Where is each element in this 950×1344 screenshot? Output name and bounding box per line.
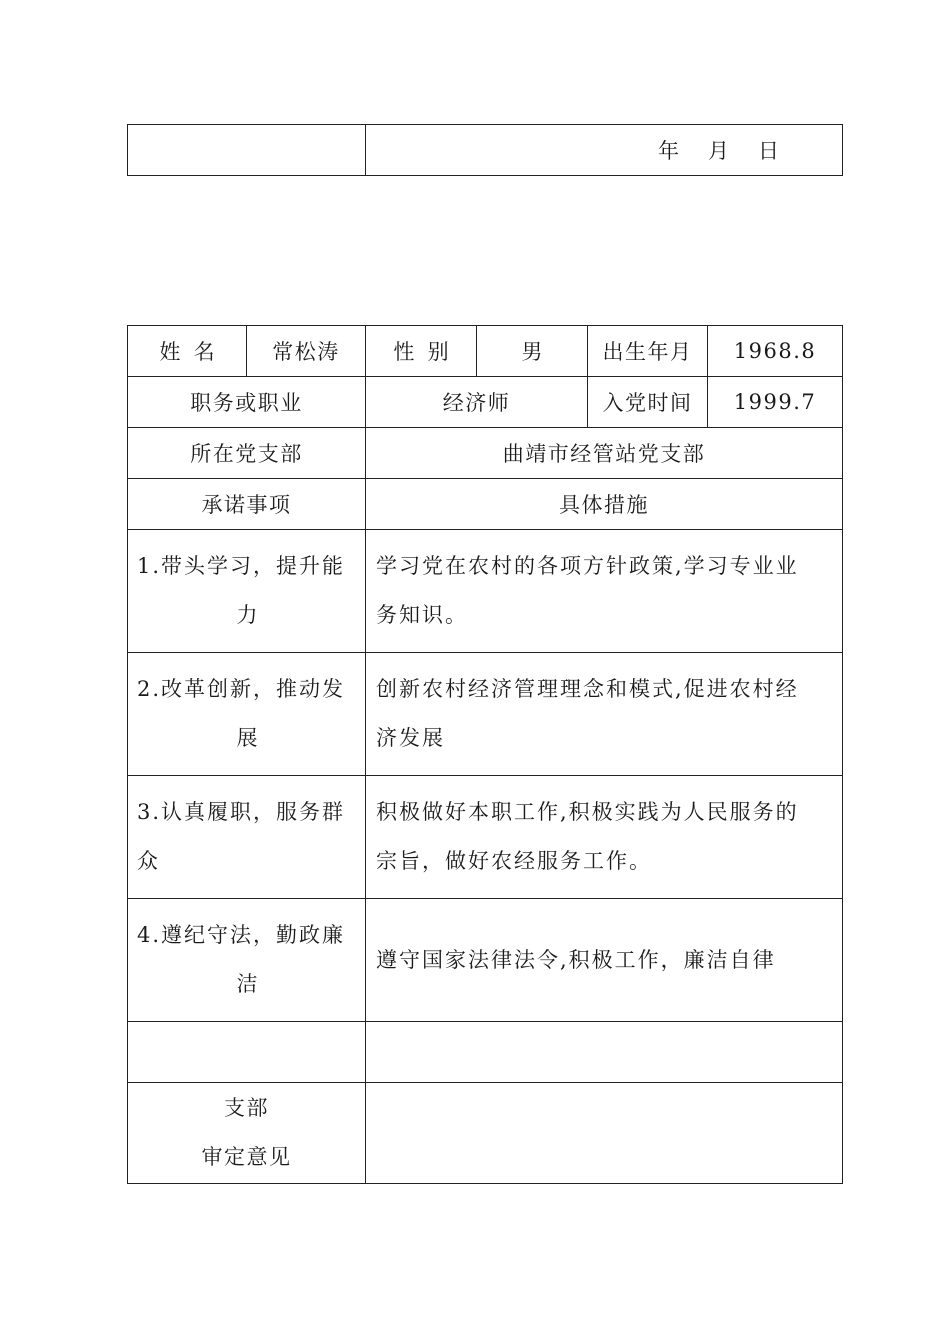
measure-item-3: 积极做好本职工作,积极实践为人民服务的 宗旨，做好农经服务工作。: [366, 776, 843, 899]
measure-item-1: 学习党在农村的各项方针政策,学习专业业 务知识。: [366, 530, 843, 653]
branch-label: 所在党支部: [128, 428, 366, 479]
date-table: [127, 124, 843, 176]
birth-value: 1968.8: [708, 326, 843, 377]
commit-item-1: 1.带头学习，提升能 力: [128, 530, 366, 653]
position-value: 经济师: [366, 377, 588, 428]
name-label: 姓 名: [128, 326, 247, 377]
branch-value: 曲靖市经管站党支部: [366, 428, 843, 479]
join-label: 入党时间: [588, 377, 708, 428]
position-label: 职务或职业: [128, 377, 366, 428]
date-year: 年: [658, 139, 680, 163]
blank-measure-cell: [366, 1022, 843, 1083]
date-month: 月: [708, 139, 730, 163]
blank-commit-cell: [128, 1022, 366, 1083]
commit-item-3: 3.认真履职，服务群 众: [128, 776, 366, 899]
commit-item-2: 2.改革创新，推动发 展: [128, 653, 366, 776]
measure-item-2: 创新农村经济管理理念和模式,促进农村经 济发展: [366, 653, 843, 776]
date-cell: [366, 125, 843, 176]
name-value: 常松涛: [247, 326, 366, 377]
gender-label: 性 别: [366, 326, 477, 377]
gender-value: 男: [477, 326, 588, 377]
blank-cell: [128, 125, 366, 176]
review-opinion-cell: [366, 1083, 843, 1184]
commitment-form-table: [127, 325, 843, 1184]
review-label: 支部 审定意见: [128, 1083, 366, 1184]
birth-label: 出生年月: [588, 326, 708, 377]
join-value: 1999.7: [708, 377, 843, 428]
measure-header: 具体措施: [366, 479, 843, 530]
commit-item-4: 4.遵纪守法，勤政廉 洁: [128, 899, 366, 1022]
date-day: 日: [758, 139, 780, 163]
measure-item-4: 遵守国家法律法令,积极工作，廉洁自律: [366, 899, 843, 1022]
commit-header: 承诺事项: [128, 479, 366, 530]
